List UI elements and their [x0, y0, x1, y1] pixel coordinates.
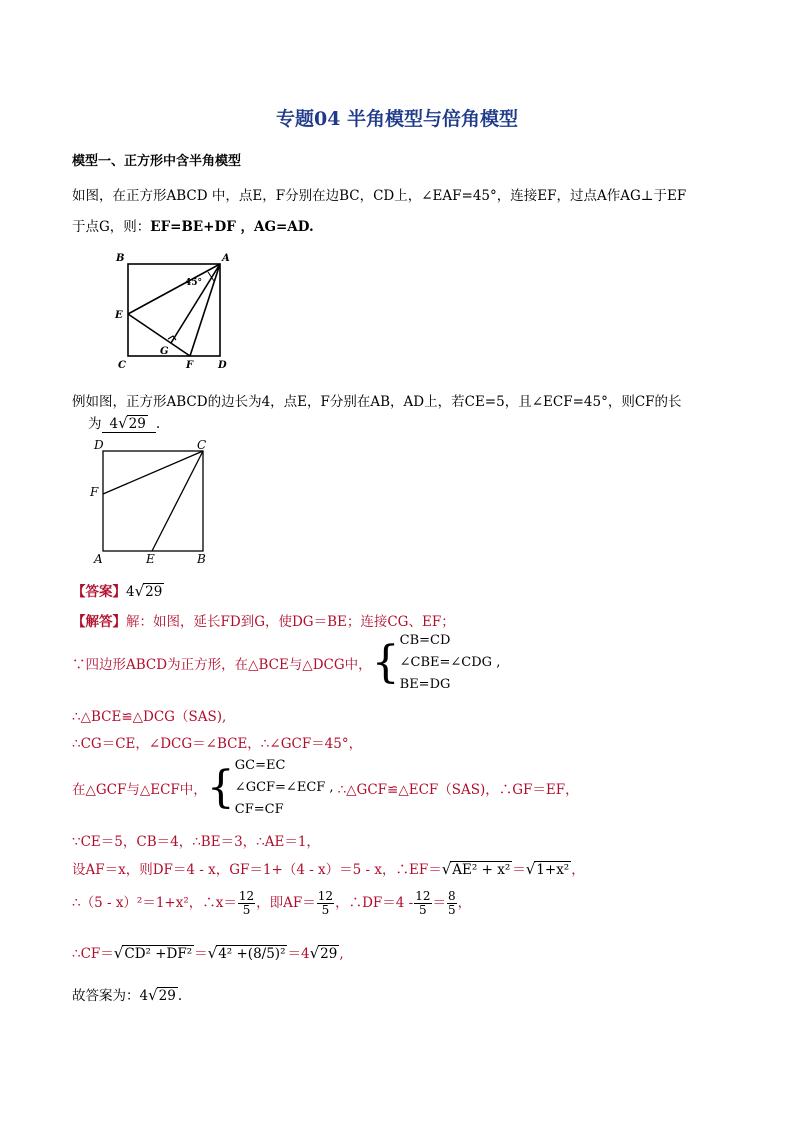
solution-line-7: 设AF＝x，则DF＝4 - x，GF＝1+（4 - x）＝5 - x，∴EF＝√AE² + x² ＝√1+x² ， — [72, 860, 585, 878]
solution-line-1: 【解答】解：如图，延长FD到G，使DG＝BE；连接CG、EF； — [72, 614, 455, 630]
solution-line-5: 在△GCF与△ECF中，{ GC=EC ∠GCF=∠ECF , CF=CF ∴△GCF≌△ECF（SAS)，∴GF＝EF， — [72, 755, 579, 821]
solution-line-3: ∴△BCE≌△DCG（SAS), — [72, 709, 227, 725]
fig1-label-b: B — [116, 253, 125, 264]
answer-line: 【答案】4√29 — [72, 582, 163, 600]
fig2-label-b: B — [197, 552, 206, 566]
fig2-label-f: F — [90, 485, 99, 499]
figure-example-square — [86, 434, 216, 566]
solution-line-9: ∴CF＝√CD² +DF² ＝√4² +(8/5)² ＝4√29 , — [72, 944, 344, 962]
solution-line-2: ∵四边形ABCD为正方形，在△BCE与△DCG中，{ CB=CD ∠CBE=∠CDG , BE=DG — [72, 630, 500, 696]
fig1-label-a: A — [222, 253, 230, 264]
fig1-label-d: D — [218, 360, 227, 371]
segment-ag — [171, 264, 220, 343]
fig2-label-a: A — [94, 552, 103, 566]
solution-label: 【解答】 — [72, 614, 126, 630]
example-line-2 — [88, 412, 160, 433]
solution-line-4: ∴CG＝CE，∠DCG＝∠BCE，∴∠GCF＝45°， — [72, 736, 363, 752]
fig2-label-e: E — [146, 552, 155, 566]
square-abcd-example — [103, 451, 203, 551]
fig1-angle-label: 45° — [185, 278, 203, 288]
fig1-label-f: F — [186, 360, 194, 371]
example-prefix: 为 — [88, 416, 102, 432]
answer-label: 【答案】 — [72, 584, 126, 600]
fig1-label-c: C — [118, 360, 126, 371]
system-1: CB=CD ∠CBE=∠CDG , BE=DG — [399, 633, 501, 692]
segment-cf — [103, 451, 203, 494]
section-heading: 模型一、正方形中含半角模型 — [72, 154, 242, 169]
page-title: 专题04 半角模型与倍角模型 — [275, 108, 519, 130]
intro-prefix: 于点G，则： — [72, 219, 151, 235]
intro-conclusion: EF=BE+DF ，AG=AD. — [150, 219, 314, 235]
intro-line-2 — [72, 215, 314, 235]
system-2: GC=EC ∠GCF=∠ECF , CF=CF — [234, 758, 334, 817]
segment-ef — [128, 314, 190, 356]
fig1-label-e: E — [115, 310, 123, 321]
example-line-1: 例如图，正方形ABCD的边长为4，点E，F分别在AB，AD上，若CE=5，且∠ECF=45°，则CF的长 — [72, 394, 682, 410]
final-answer-line: 故答案为：4√29 . — [72, 986, 183, 1004]
example-suffix: . — [155, 416, 161, 432]
figure-half-angle-square — [108, 248, 238, 373]
fig2-label-c: C — [197, 438, 207, 452]
solution-line-6: ∵CE＝5，CB＝4，∴BE＝3，∴AE＝1， — [72, 834, 320, 850]
segment-ce — [152, 451, 203, 551]
intro-line-1: 如图，在正方形ABCD 中，点E，F分别在边BC，CD上，∠EAF=45°，连接EF，过点A作AG⊥于EF — [72, 188, 687, 204]
square-abcd — [128, 264, 220, 356]
solution-line-8: ∴（5 - x）²＝1+x²，∴x＝ $\frac{12}{5}$ ，即AF＝ $\frac{12}{5}$ ，∴DF＝4 - $\frac{12}{5}$ ＝ $\frac{8}{5}$ ， — [72, 889, 472, 917]
example-blank: 4√29 — [102, 414, 156, 433]
fig1-label-g: G — [160, 346, 169, 357]
fig2-label-d: D — [94, 438, 104, 452]
